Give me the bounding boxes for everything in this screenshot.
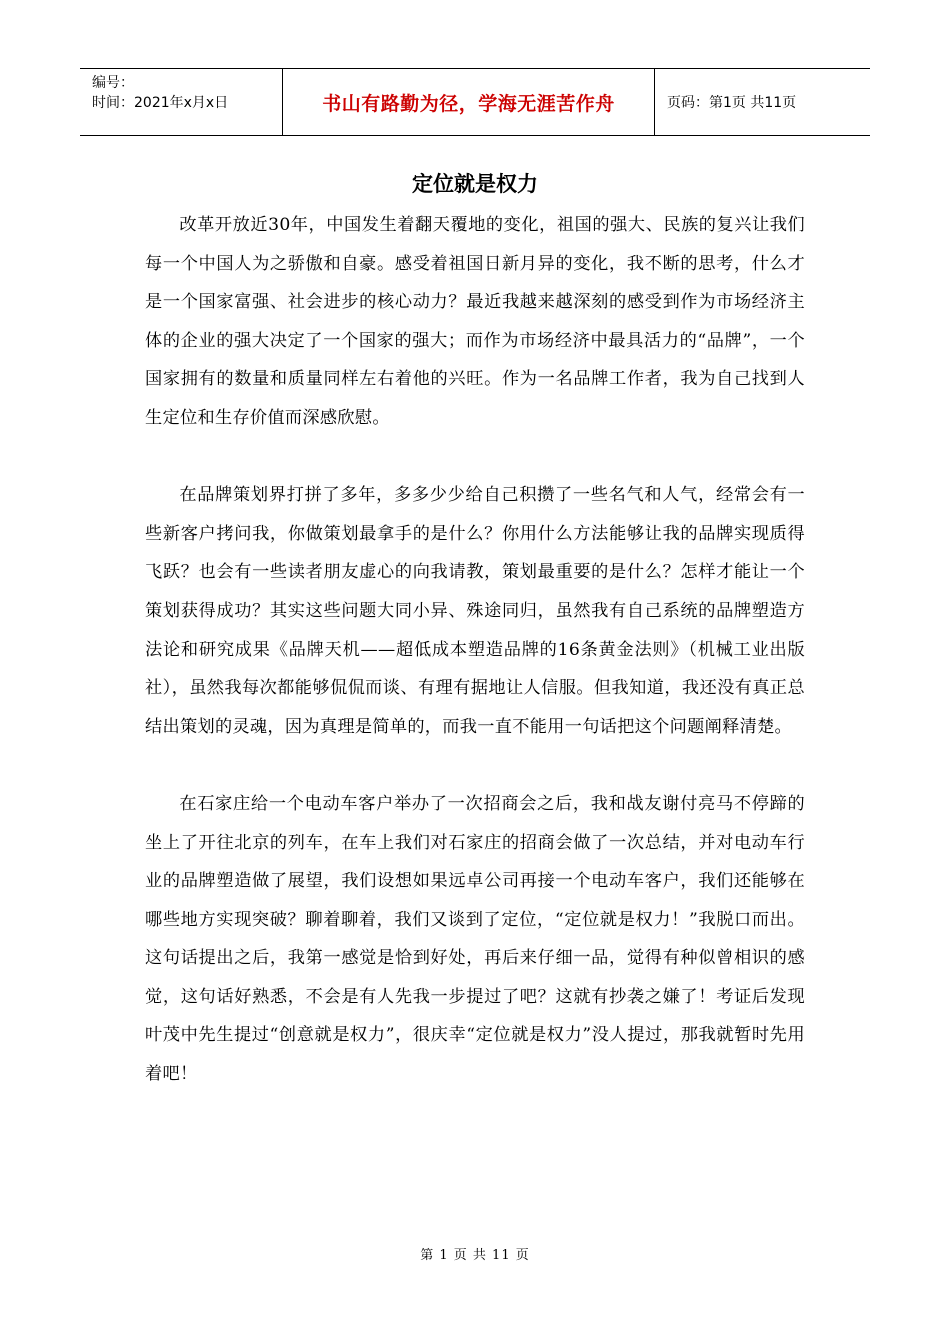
header-page-number: 页码：第1页 共11页	[667, 95, 797, 111]
header-info-cell	[80, 69, 282, 135]
document-body	[145, 206, 805, 1094]
body-paragraph-2: 在品牌策划界打拼了多年，多多少少给自己积攒了一些名气和人气，经常会有一些新客户拷问我，你做策划最拿手的是什么？你用什么方法能够让我的品牌实现质得飞跃？也会有一些读者朋友虚心的向我请教，策划最重要的是什么？怎样才能让一个策划获得成功？其实这些问题大同小异、殊途同归，虽然我有自己系统的品牌塑造方法论和研究成果《品牌天机——超低成本塑造品牌的16条黄金法则》（机械工业出版社），虽然我每次都能够侃侃而谈、有理有据地让人信服。但我知道，我还没有真正总结出策划的灵魂，因为真理是简单的，而我一直不能用一句话把这个问题阐释清楚。	[145, 485, 805, 737]
page-footer: 第 1 页 共 11 页	[420, 1248, 530, 1263]
document-header	[80, 68, 870, 136]
document-date: 时间：2021年x月x日	[92, 95, 229, 111]
body-paragraph-3: 在石家庄给一个电动车客户举办了一次招商会之后，我和战友谢付亮马不停蹄的坐上了开往北京的列车，在车上我们对石家庄的招商会做了一次总结，并对电动车行业的品牌塑造做了展望，我们设想如果远卓公司再接一个电动车客户，我们还能够在哪些地方实现突破？聊着聊着，我们又谈到了定位，“定位就是权力！”我脱口而出。这句话提出之后，我第一感觉是恰到好处，再后来仔细一品，觉得有种似曾相识的感觉，这句话好熟悉，不会是有人先我一步提过了吧？这就有抄袭之嫌了！考证后发现叶茂中先生提过“创意就是权力”，很庆幸“定位就是权力”没人提过，那我就暂时先用着吧！	[145, 793, 805, 1085]
document-title: 定位就是权力	[412, 172, 538, 196]
header-motto: 书山有路勤为径，学海无涯苦作舟	[282, 69, 655, 135]
document-number-label: 编号：	[92, 75, 134, 91]
body-paragraph-1: 改革开放近30年，中国发生着翻天覆地的变化，祖国的强大、民族的复兴让我们每一个中国人为之骄傲和自豪。感受着祖国日新月异的变化，我不断的思考，什么才是一个国家富强、社会进步的核心动力？最近我越来越深刻的感受到作为市场经济主体的企业的强大决定了一个国家的强大；而作为市场经济中最具活力的“品牌”，一个国家拥有的数量和质量同样左右着他的兴旺。作为一名品牌工作者，我为自己找到人生定位和生存价值而深感欣慰。	[145, 215, 805, 428]
